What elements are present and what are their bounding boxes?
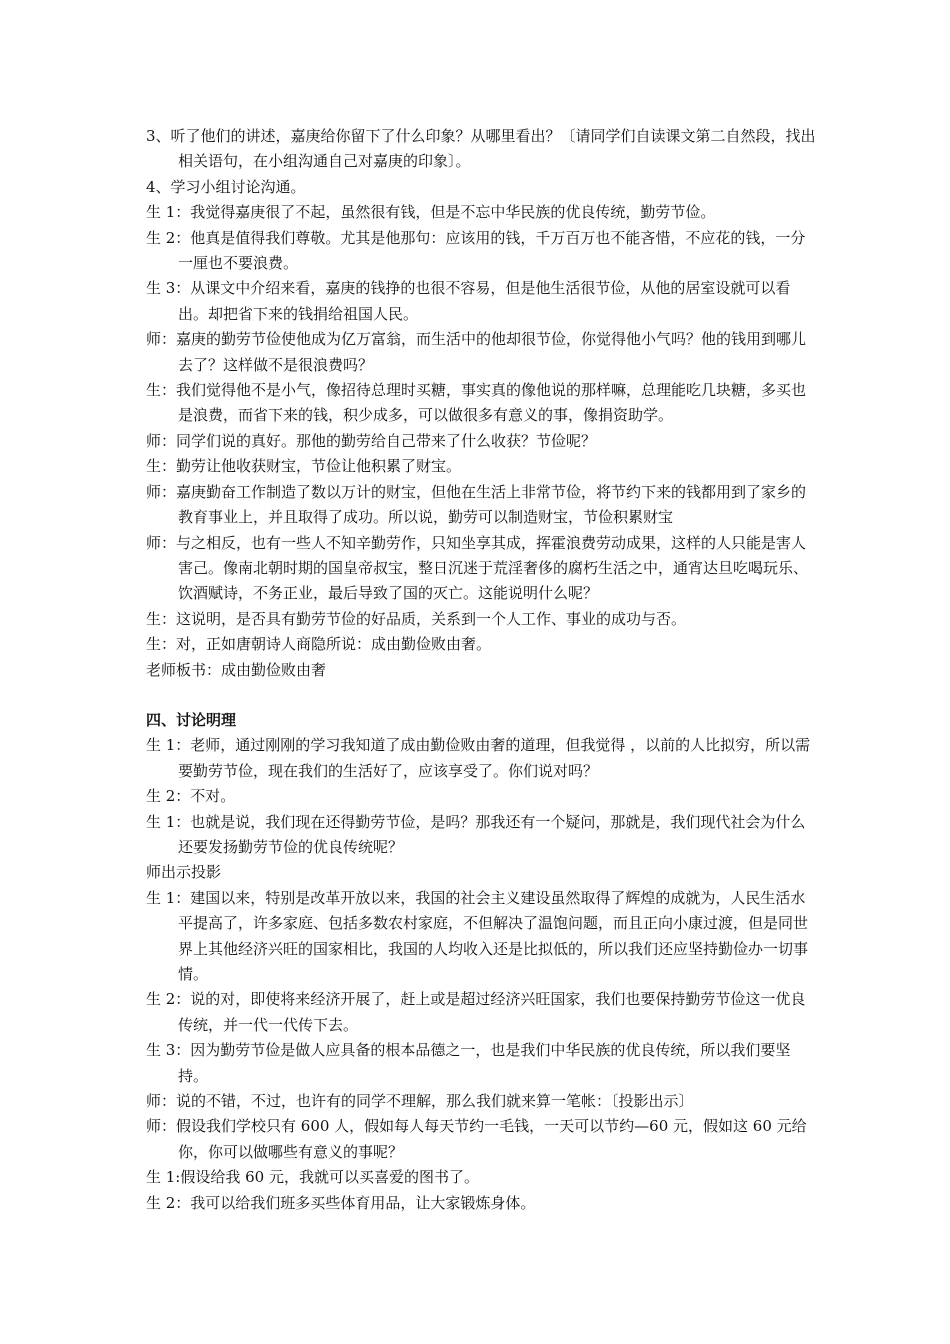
paragraph: 生 1：我觉得嘉庚很了不起，虽然很有钱，但是不忘中华民族的优良传统，勤劳节俭。 (146, 203, 716, 222)
paragraph: 师：嘉庚勤奋工作制造了数以万计的财宝，但他在生活上非常节俭，将节约下来的钱都用到了家乡的教育事业上，并且取得了成功。所以说，勤劳可以制造财宝，节俭积累财宝 (146, 482, 807, 527)
paragraph: 师：与之相反，也有一些人不知辛勤劳作，只知坐享其成，挥霍浪费劳动成果，这样的人只能是害人害己。像南北朝时期的国皇帝叔宝，整日沉迷于荒淫奢侈的腐朽生活之中，通宵达旦吃喝玩乐、饮酒赋诗，不务正业，最后导致了国的灭亡。这能说明什么呢？ (146, 533, 809, 603)
paragraph: 生 1：也就是说，我们现在还得勤劳节俭，是吗？那我还有一个疑问，那就是，我们现代社会为什么还要发扬勤劳节俭的优良传统呢？ (146, 812, 806, 856)
section-heading: 四、讨论明理 (146, 710, 237, 729)
paragraph: 生 3：从课文中介绍来看，嘉庚的钱挣的也很不容易，但是他生活很节俭，从他的居室设就可以看出。却把省下来的钱捐给祖国人民。 (146, 279, 791, 323)
section-gap (146, 683, 816, 708)
paragraph: 生 1：老师，通过刚刚的学习我知道了成由勤俭败由奢的道理，但我觉得 ，以前的人比拟穷，所以需要勤劳节俭，现在我们的生活好了，应该享受了。你们说对吗？ (146, 736, 811, 780)
paragraph: 生 1：建国以来，特别是改革开放以来，我国的社会主义建设虽然取得了辉煌的成就为，人民生活水平提高了，许多家庭、包括多数农村家庭，不但解决了温饱问题，而且正向小康过渡，但是同世界上其他经济兴旺的国家相比，我国的人均收入还是比拟低的，所以我们还应坚持勤俭办一切事情。 (146, 888, 809, 983)
paragraph: 3、听了他们的讲述，嘉庚给你留下了什么印象？从哪里看出？〔请同学们自读课文第二自然段，找出相关语句，在小组沟通自己对嘉庚的印象〕。 (146, 127, 816, 171)
paragraph: 生 2：说的对，即使将来经济开展了，赶上或是超过经济兴旺国家，我们也要保持勤劳节俭这一优良传统，并一代一代传下去。 (146, 990, 806, 1034)
paragraph: 师：嘉庚的勤劳节俭使他成为亿万富翁，而生活中的他却很节俭，你觉得他小气吗？他的钱用到哪儿去了？这样做不是很浪费吗？ (146, 330, 807, 374)
paragraph: 生 2：他真是值得我们尊敬。尤其是他那句：应该用的钱，千万百万也不能吝惜，不应花的钱，一分一厘也不要浪费。 (146, 228, 806, 273)
document-body (146, 124, 816, 1216)
paragraph: 生 1:假设给我 60 元，我就可以买喜爱的图书了。 (146, 1168, 479, 1187)
paragraph: 生：勤劳让他收获财宝，节俭让他积累了财宝。 (146, 457, 462, 476)
paragraph: 师：假设我们学校只有 600 人，假如每人每天节约一毛钱，一天可以节约—60 元，假如这 60 元给你，你可以做哪些有意义的事呢？ (146, 1117, 807, 1161)
board-note: 老师板书：成由勤俭败由奢 (146, 660, 327, 679)
paragraph: 生 2：不对。 (146, 787, 236, 806)
paragraph: 生 3：因为勤劳节俭是做人应具备的根本品德之一，也是我们中华民族的优良传统，所以我们要坚持。 (146, 1041, 791, 1085)
paragraph: 师：同学们说的真好。那他的勤劳给自己带来了什么收获？节俭呢？ (146, 431, 597, 450)
paragraph: 生：我们觉得他不是小气，像招待总理时买糖，事实真的像他说的那样嘛，总理能吃几块糖，多买也是浪费，而省下来的钱，积少成多，可以做很多有意义的事，像捐资助学。 (146, 381, 807, 425)
paragraph: 生 2：我可以给我们班多买些体育用品，让大家锻炼身体。 (146, 1193, 536, 1212)
paragraph: 生：这说明，是否具有勤劳节俭的好品质，关系到一个人工作、事业的成功与否。 (146, 609, 687, 628)
paragraph: 生：对，正如唐朝诗人商隐所说：成由勤俭败由奢。 (146, 635, 492, 654)
paragraph: 师出示投影 (146, 863, 222, 882)
paragraph: 师：说的不错，不过，也许有的同学不理解，那么我们就来算一笔帐：〔投影出示〕 (146, 1092, 694, 1111)
paragraph: 4、学习小组讨论沟通。 (146, 177, 306, 196)
